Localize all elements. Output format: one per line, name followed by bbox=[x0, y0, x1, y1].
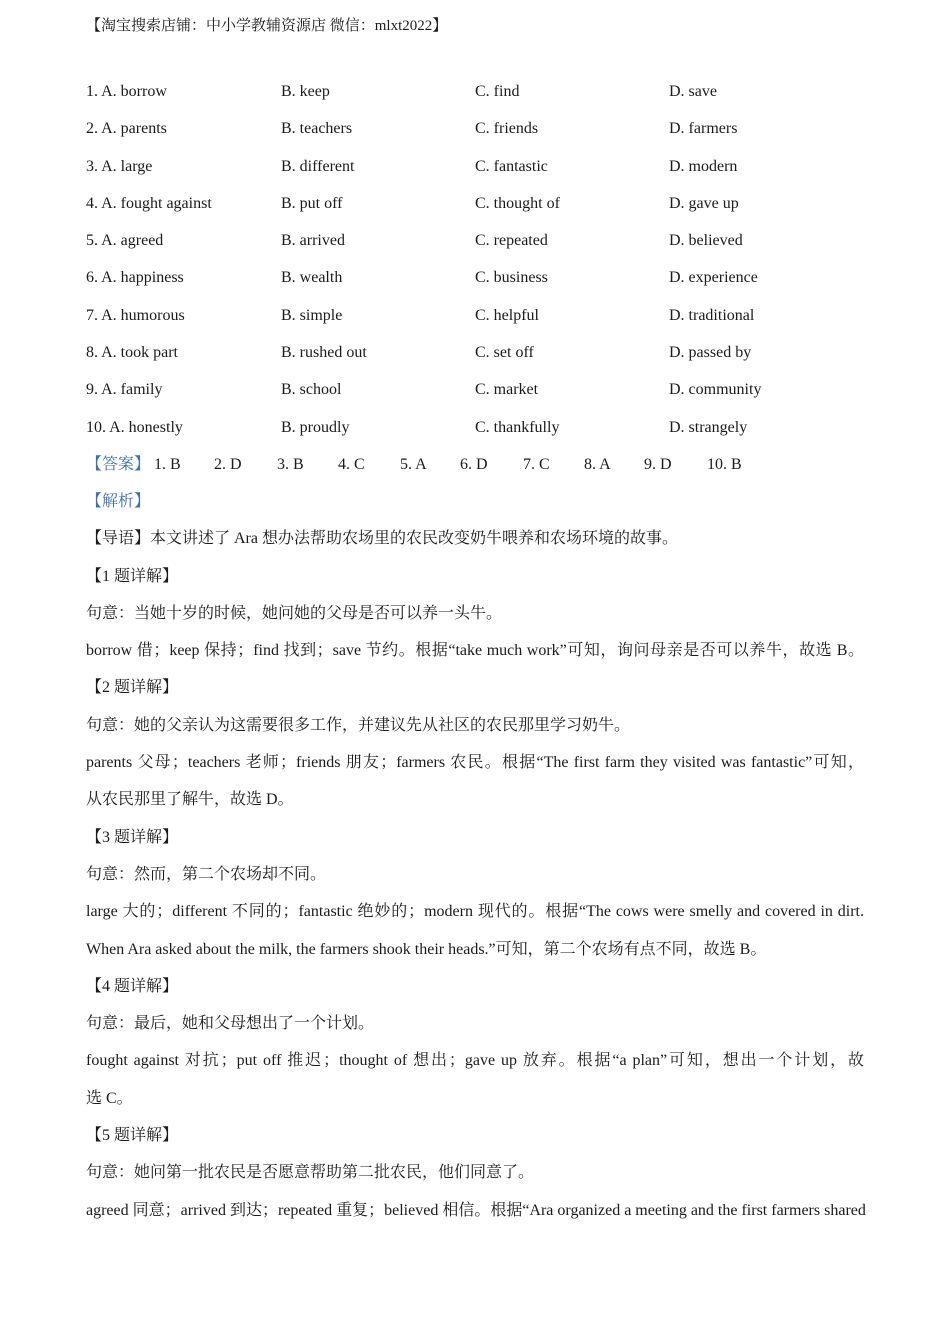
option-d: D. modern bbox=[669, 157, 738, 175]
analysis-label: 【解析】 bbox=[86, 493, 151, 510]
option-row bbox=[86, 341, 886, 378]
explanation-line: 从农民那里了解牛，故选 D。 bbox=[86, 791, 294, 809]
option-a: 3. A. large bbox=[86, 157, 153, 175]
answer-item: 5. A bbox=[400, 456, 427, 473]
option-b: B. different bbox=[281, 157, 355, 175]
sentence-meaning: 句意：最后，她和父母想出了一个计划。 bbox=[86, 1015, 375, 1033]
sentence-meaning: 句意：她的父亲认为这需要很多工作，并建议先从社区的农民那里学习奶牛。 bbox=[86, 716, 631, 734]
explanation-line: 选 C。 bbox=[86, 1089, 133, 1107]
option-row bbox=[86, 266, 886, 303]
option-b: B. put off bbox=[281, 194, 343, 212]
option-c: C. thought of bbox=[475, 194, 560, 212]
option-b: B. teachers bbox=[281, 120, 353, 138]
option-b: B. keep bbox=[281, 83, 330, 100]
explanation-line: parents 父母；teachers 老师；friends 朋友；farmers 农民。根据“The first farm they visited was fantastic”可知， bbox=[86, 754, 864, 772]
section-heading: 【2 题详解】 bbox=[86, 679, 179, 697]
option-c: C. business bbox=[475, 269, 548, 287]
option-b: B. arrived bbox=[281, 232, 345, 250]
option-row bbox=[86, 378, 886, 415]
answer-item: 2. D bbox=[214, 456, 242, 473]
option-c: C. market bbox=[475, 381, 539, 399]
answer-item: 9. D bbox=[644, 456, 672, 473]
explanation-line: agreed 同意；arrived 到达；repeated 重复；believed 相信。根据“Ara organized a meeting and the first farmers shared bbox=[86, 1201, 866, 1219]
answer-item: 6. D bbox=[460, 456, 488, 473]
analysis-body bbox=[86, 490, 864, 1236]
option-a: 10. A. honestly bbox=[86, 418, 183, 436]
section-heading: 【4 题详解】 bbox=[86, 977, 179, 995]
sentence-meaning: 句意：然而，第二个农场却不同。 bbox=[86, 865, 327, 883]
option-row bbox=[86, 117, 886, 154]
option-c: C. repeated bbox=[475, 232, 548, 250]
option-a: 9. A. family bbox=[86, 381, 163, 399]
option-a: 4. A. fought against bbox=[86, 194, 212, 212]
option-d: D. traditional bbox=[669, 306, 755, 324]
option-c: C. helpful bbox=[475, 306, 539, 324]
option-c: C. find bbox=[475, 83, 520, 100]
option-a: 5. A. agreed bbox=[86, 232, 164, 250]
option-row bbox=[86, 229, 886, 266]
option-row bbox=[86, 80, 886, 117]
answer-label: 【答案】 bbox=[86, 456, 151, 473]
option-c: C. fantastic bbox=[475, 157, 548, 175]
option-c: C. thankfully bbox=[475, 418, 560, 436]
intro-line: 【导语】本文讲述了 Ara 想办法帮助农场里的农民改变奶牛喂养和农场环境的故事。 bbox=[86, 530, 678, 548]
explanation-line: fought against 对抗；put off 推迟；thought of 想出；gave up 放弃。根据“a plan”可知，想出一个计划，故 bbox=[86, 1052, 864, 1070]
option-a: 2. A. parents bbox=[86, 120, 167, 138]
option-a: 7. A. humorous bbox=[86, 306, 185, 324]
option-d: D. passed by bbox=[669, 344, 752, 362]
option-d: D. strangely bbox=[669, 418, 748, 436]
option-d: D. save bbox=[669, 83, 717, 100]
option-b: B. school bbox=[281, 381, 342, 399]
explanation-line: When Ara asked about the milk, the farmers shook their heads.”可知，第二个农场有点不同，故选 B。 bbox=[86, 940, 767, 958]
explanation-line: borrow 借；keep 保持；find 找到；save 节约。根据“take much work”可知，询问母亲是否可以养牛，故选 B。 bbox=[86, 642, 864, 660]
option-b: B. proudly bbox=[281, 418, 350, 436]
option-a: 6. A. happiness bbox=[86, 269, 184, 287]
option-row bbox=[86, 155, 886, 192]
watermark-header: 【淘宝搜索店铺：中小学教辅资源店 微信：mlxt2022】 bbox=[86, 18, 448, 34]
option-d: D. experience bbox=[669, 269, 758, 287]
section-heading: 【5 题详解】 bbox=[86, 1127, 179, 1145]
option-a: 8. A. took part bbox=[86, 344, 178, 362]
section-heading: 【1 题详解】 bbox=[86, 567, 179, 585]
option-d: D. gave up bbox=[669, 194, 739, 212]
option-row bbox=[86, 416, 886, 453]
answer-item: 1. B bbox=[154, 456, 181, 473]
option-d: D. believed bbox=[669, 232, 743, 250]
options-table bbox=[86, 80, 886, 453]
option-d: D. farmers bbox=[669, 120, 738, 138]
option-b: B. simple bbox=[281, 306, 343, 324]
answer-item: 10. B bbox=[707, 456, 742, 473]
option-a: 1. A. borrow bbox=[86, 83, 167, 100]
option-c: C. set off bbox=[475, 344, 534, 362]
sentence-meaning: 句意：当她十岁的时候，她问她的父母是否可以养一头牛。 bbox=[86, 604, 503, 622]
answer-item: 7. C bbox=[523, 456, 550, 473]
option-c: C. friends bbox=[475, 120, 539, 138]
sentence-meaning: 句意：她问第一批农民是否愿意帮助第二批农民，他们同意了。 bbox=[86, 1164, 535, 1182]
answer-item: 3. B bbox=[277, 456, 304, 473]
option-d: D. community bbox=[669, 381, 762, 399]
option-b: B. rushed out bbox=[281, 344, 367, 362]
option-b: B. wealth bbox=[281, 269, 343, 287]
answer-item: 8. A bbox=[584, 456, 611, 473]
explanation-line: large 大的；different 不同的；fantastic 绝妙的；modern 现代的。根据“The cows were smelly and covered in dirt. bbox=[86, 903, 864, 921]
option-row bbox=[86, 192, 886, 229]
answer-item: 4. C bbox=[338, 456, 365, 473]
section-heading: 【3 题详解】 bbox=[86, 828, 179, 846]
option-row bbox=[86, 304, 886, 341]
